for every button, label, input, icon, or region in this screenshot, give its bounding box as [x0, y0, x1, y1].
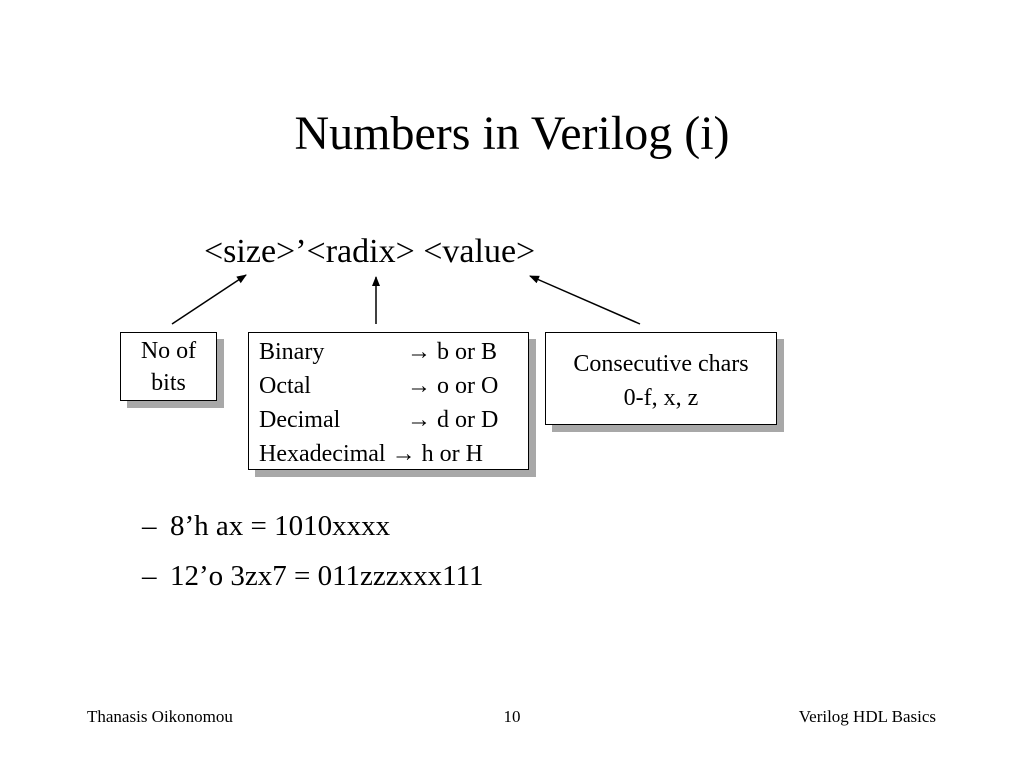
radix-code: → h or H	[391, 441, 483, 467]
footer-author: Thanasis Oikonomou	[87, 707, 233, 726]
example-bullet	[142, 558, 484, 594]
right-arrow-icon: →	[407, 339, 431, 365]
radix-code: → b or B	[407, 339, 497, 365]
right-arrow-icon: →	[407, 407, 431, 433]
bullet-dash: –	[142, 560, 157, 592]
size-description-box	[120, 332, 217, 401]
value-arrow	[530, 276, 640, 324]
value-box-line-1: Consecutive chars	[573, 351, 749, 377]
value-description-box	[545, 332, 777, 425]
size-arrow	[172, 275, 246, 324]
right-arrow-icon: →	[407, 373, 431, 399]
radix-row-decimal	[259, 403, 528, 437]
example-bullet	[142, 508, 390, 544]
bullet-dash: –	[142, 510, 157, 542]
radix-row-binary	[259, 335, 528, 369]
radix-code: → o or O	[407, 373, 499, 399]
footer-page-number: 10	[503, 707, 521, 726]
radix-name: Decimal	[259, 407, 341, 433]
radix-name: Hexadecimal	[259, 441, 386, 467]
radix-name: Binary	[259, 339, 325, 365]
value-box-line-2: 0-f, x, z	[623, 385, 699, 411]
size-box-line-1: No of	[140, 338, 197, 364]
footer-course-title: Verilog HDL Basics	[798, 707, 936, 726]
radix-row-hexadecimal	[259, 437, 528, 471]
example-text: 8’h ax = 1010xxxx	[170, 510, 391, 542]
radix-name: Octal	[259, 373, 311, 399]
radix-code: → d or D	[407, 407, 499, 433]
example-text: 12’o 3zx7 = 011zzzxxx111	[170, 560, 484, 592]
radix-description-box	[248, 332, 529, 470]
slide-title: Numbers in Verilog (i)	[294, 107, 730, 160]
radix-row-octal	[259, 369, 528, 403]
size-box-line-2: bits	[151, 370, 186, 396]
right-arrow-icon: →	[391, 441, 416, 467]
number-format-line: <size>’<radix> <value>	[204, 233, 536, 270]
